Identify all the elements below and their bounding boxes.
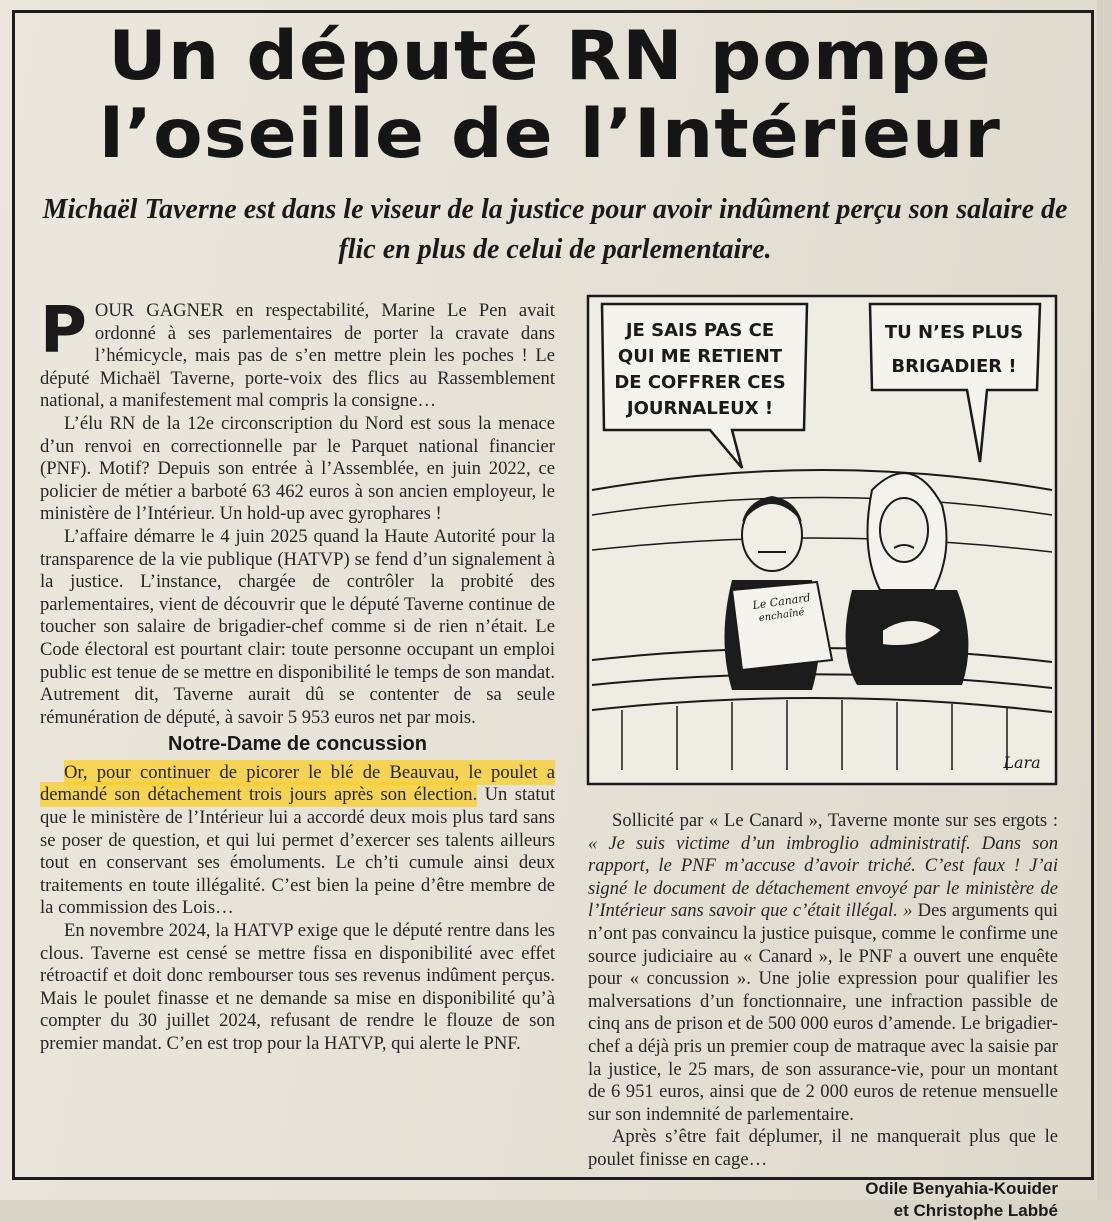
paragraph-2: L’élu RN de la 12e circonscription du Nord est sous la menace d’un renvoi en correctionnelle par le Parquet national financier (PNF). Motif? Depuis son entrée à l’Assemblée, en juin 2022, ce policier de métier a barboté 63 462 euros à son ancien employeur, le ministère de l’Intérieur. Un hold-up avec gyrophares ! (40, 412, 555, 525)
intro-caps: OUR GAGNER (94, 300, 224, 321)
byline (588, 1178, 1058, 1222)
subhead: Notre-Dame de concussion (168, 733, 427, 756)
column-left (40, 294, 556, 1056)
cartoonist-signature: Lara (1003, 753, 1041, 772)
drop-cap: P (40, 294, 87, 368)
bubble-1-line-2: QUI ME RETIENT (617, 346, 783, 367)
newspaper-title-2: enchaîné (758, 606, 806, 625)
headline-line-1: Un député RN pompe (108, 17, 992, 96)
paragraph-3: L’affaire démarre le 4 juin 2025 quand la Haute Autorité pour la transparence de la vie publique (HATVP) se fend d’un signalement à la justice. L’instance, chargée de contrôler la probité des parlementaires, vient de découvrir que le député Taverne continue de toucher son salaire de brigadier-chef comme si de rien n’était. Le Code électoral est pourtant clair: toute personne occupant un emploi public est tenue de se mettre en disponibilité le temps de son mandat. Autrement dit, Taverne aurait dû se contenter de sa seule rémunération de député, à savoir 5 953 euros net par mois. (40, 525, 555, 728)
bubble-2-line-1: TU N’ES PLUS (884, 322, 1024, 343)
bubble-1-line-1: JE SAIS PAS CE (625, 320, 775, 341)
paragraph-1-text: en respectabilité, Marine Le Pen avait ordonné à ses parlementaires de porter la cravate dans l’hémicycle, mais pas de s’en mettre plein les poches ! Le député Michaël Taverne, porte-voix des flics au Rassemblement national, a manifestement mal compris la consigne… (40, 300, 555, 412)
paragraph-6-quote: « Je suis victime d’un imbroglio administratif. Dans son rapport, le PNF m’accuse d’avoir triché. C’est faux ! J’ai signé le document de détachement envoyé par le ministère de l’Intérieur sans savoir que c’était illégal. » (588, 832, 1058, 922)
headline (0, 18, 1112, 174)
bubble-2-line-2: BRIGADIER ! (891, 356, 1017, 377)
paragraph-4-text: Un statut que le ministère de l’Intérieur lui a accordé deux mois plus tard sans se poser de question, et qui lui permet d’exercer ses talents ailleurs tout en conservant ses émoluments. Le ch’ti cumule ainsi deux traitements en toute illégalité. C’est bien la peine d’être membre de la commission des Lois… (40, 784, 556, 919)
author-1: Odile Benyahia-Kouider (865, 1178, 1058, 1198)
newspaper-title-1: Le Canard (751, 591, 812, 613)
paragraph-1 (40, 294, 555, 413)
paragraph-4 (40, 762, 555, 920)
paragraph-6-text: Des arguments qui n’ont pas convaincu la justice puisque, comme le confirme une source judiciaire au « Canard », le PNF a ouvert une enquête pour « concussion ». Une jolie expression pour qualifier les malversations d’un fonctionnaire, une infraction passible de cinq ans de prison et de 500 000 euros d’amende. Le brigadier-chef a déjà pris un premier coup de matraque avec la saisie par la justice, le 25 mars, de son assurance-vie, pour un montant de 6 951 euros, ainsi que de 2 000 euros de retenue mensuelle sur son indemnité de parlementaire. (588, 900, 1058, 1125)
bubble-1-line-3: DE COFFRER CES (614, 372, 786, 393)
column-right (588, 810, 1058, 1222)
bubble-1-line-4: JOURNALEUX ! (626, 398, 774, 419)
cartoon (582, 290, 1062, 790)
paragraph-6 (588, 810, 1058, 1126)
page-edge (1097, 0, 1112, 1200)
paragraph-6-start: Sollicité par « Le Canard », Taverne monte sur ses ergots : (612, 810, 1058, 831)
headline-line-2: l’oseille de l’Intérieur (98, 95, 1002, 174)
highlighted-text: Or, pour continuer de picorer le blé de Beauvau, le poulet a demandé son détachement trois jours après son élection. (40, 761, 555, 806)
paragraph-5: En novembre 2024, la HATVP exige que le député rentre dans les clous. Taverne est censé se mettre fissa en disponibilité avec effet rétroactif et doit donc rembourser tous ses revenus indûment perçus. Mais le poulet finasse et ne demande sa mise en disponibilité qu’à compter du 30 juillet 2024, refusant de rendre le flouze de son premier mandat. C’en est trop pour la HATVP, qui alerte le PNF. (40, 920, 555, 1054)
paragraph-7: Après s’être fait déplumer, il ne manquerait plus que le poulet finisse en cage… (588, 1126, 1058, 1170)
author-2: et Christophe Labbé (893, 1200, 1058, 1220)
deck: Michaël Taverne est dans le viseur de la justice pour avoir indûment perçu son salaire de flic en plus de celui de parlementaire. (42, 194, 1068, 265)
